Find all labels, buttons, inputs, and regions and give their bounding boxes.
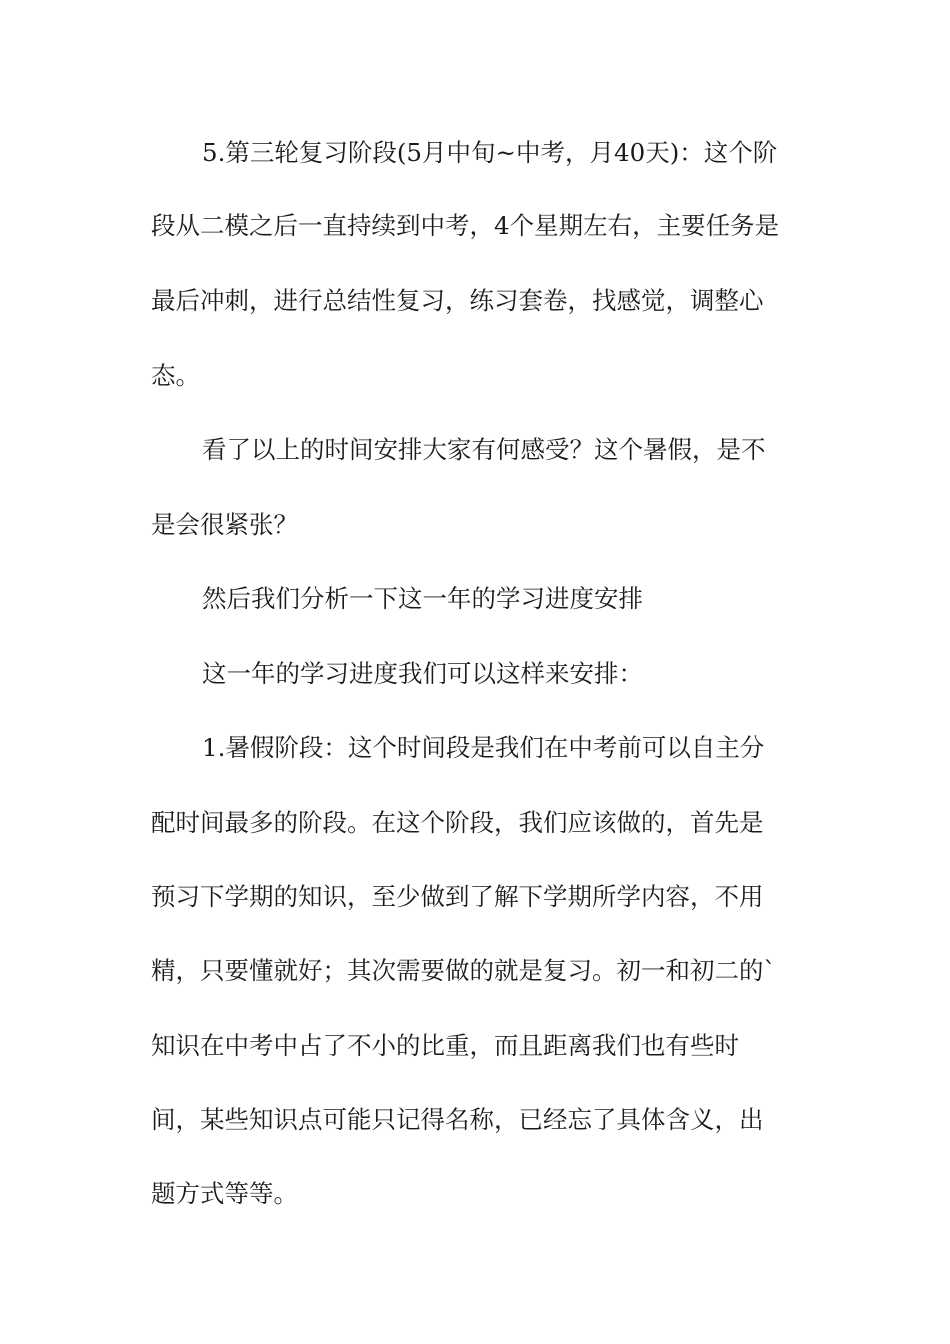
paragraph-1-line-4: 态。 xyxy=(151,361,200,390)
paragraph-5-line-4: 精，只要懂就好；其次需要做的就是复习。初一和初二的` xyxy=(151,956,776,985)
paragraph-5-line-5: 知识在中考中占了不小的比重，而且距离我们也有些时 xyxy=(151,1031,739,1060)
paragraph-5-line-3: 预习下学期的知识，至少做到了解下学期所学内容，不用 xyxy=(151,882,764,911)
paragraph-5-line-2: 配时间最多的阶段。在这个阶段，我们应该做的，首先是 xyxy=(151,808,764,837)
paragraph-5-line-7: 题方式等等。 xyxy=(151,1179,298,1208)
paragraph-2-line-1: 看了以上的时间安排大家有何感受？这个暑假，是不 xyxy=(202,435,766,464)
paragraph-1-line-2: 段从二模之后一直持续到中考，4个星期左右，主要任务是 xyxy=(151,211,780,240)
paragraph-2-line-2: 是会很紧张？ xyxy=(151,510,298,539)
paragraph-1-line-1: 5.第三轮复习阶段(5月中旬~中考，月40天)：这个阶 xyxy=(202,138,778,167)
paragraph-5-line-1: 1.暑假阶段：这个时间段是我们在中考前可以自主分 xyxy=(202,733,765,762)
paragraph-4-line-1: 这一年的学习进度我们可以这样来安排： xyxy=(202,659,643,688)
paragraph-1-line-3: 最后冲刺，进行总结性复习，练习套卷，找感觉，调整心 xyxy=(151,286,764,315)
paragraph-3-line-1: 然后我们分析一下这一年的学习进度安排 xyxy=(202,584,643,613)
paragraph-5-line-6: 间，某些知识点可能只记得名称，已经忘了具体含义，出 xyxy=(151,1105,764,1134)
